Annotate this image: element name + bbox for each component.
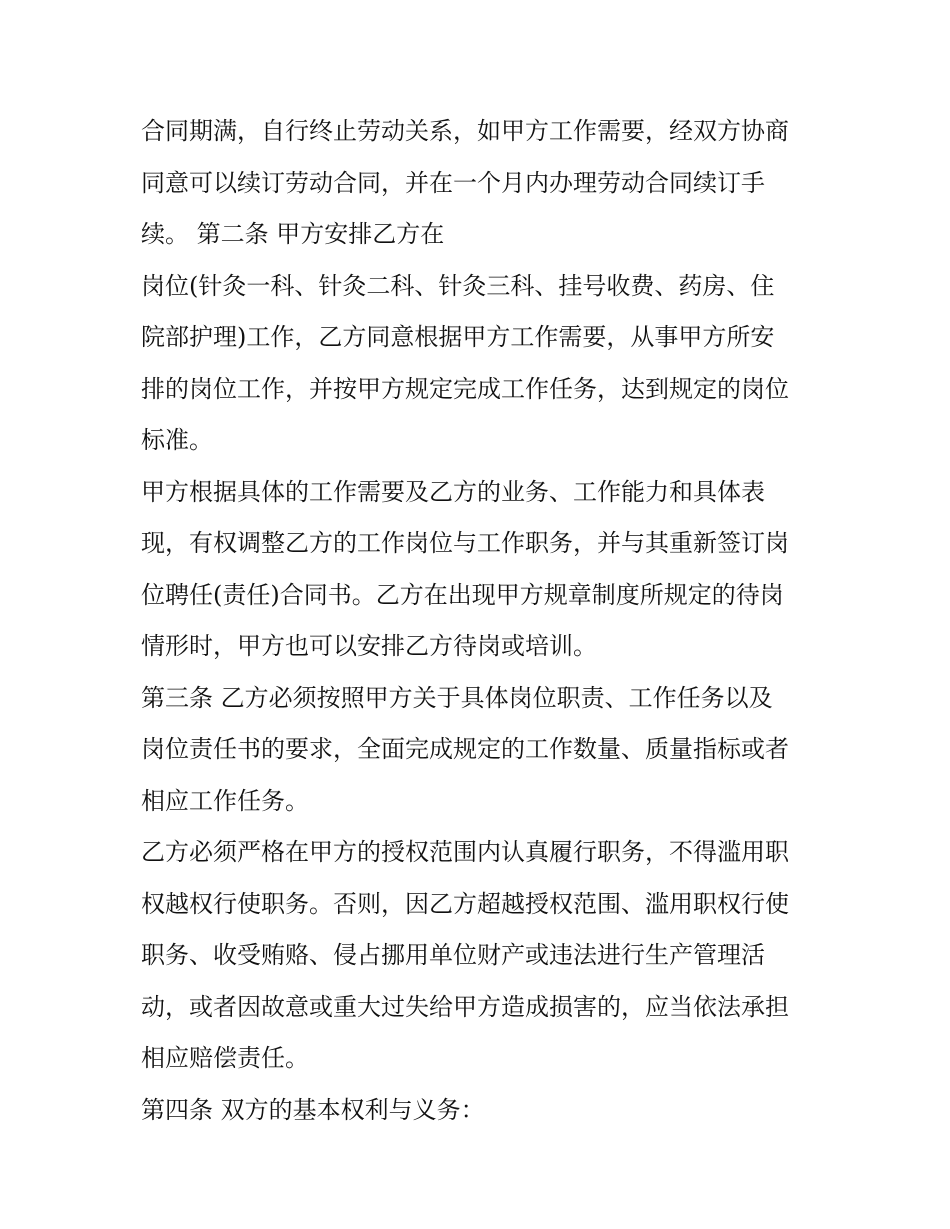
text-line: 相应赔偿责任。 [141, 1044, 309, 1072]
text-line: 续。 第二条 甲方安排乙方在 [141, 220, 445, 248]
paragraph-authorization-scope [141, 827, 817, 1085]
text-line: 情形时，甲方也可以安排乙方待岗或培训。 [141, 632, 597, 660]
text-line: 位聘任(责任)合同书。乙方在出现甲方规章制度所规定的待岗 [141, 580, 784, 609]
paragraph-position-assignment [141, 261, 817, 467]
paragraph-position-adjustment [141, 467, 817, 673]
text-line: 岗位(针灸一科、针灸二科、针灸三科、挂号收费、药房、住 [141, 271, 775, 300]
text-line: 标准。 [141, 426, 213, 454]
text-line: 第三条 乙方必须按照甲方关于具体岗位职责、工作任务以及 [141, 683, 773, 712]
paragraph-contract-renewal [141, 106, 817, 261]
text-line: 职务、收受贿赂、侵占挪用单位财产或违法进行生产管理活 [141, 941, 765, 969]
text-line: 院部护理)工作，乙方同意根据甲方工作需要，从事甲方所安 [141, 323, 775, 351]
document-body [141, 106, 817, 1136]
text-line: 甲方根据具体的工作需要及乙方的业务、工作能力和具体表 [141, 477, 765, 506]
paragraph-article-four-heading [141, 1085, 817, 1137]
paragraph-article-three [141, 673, 817, 828]
text-line: 乙方必须严格在甲方的授权范围内认真履行职务，不得滥用职 [141, 838, 789, 866]
text-line: 排的岗位工作，并按甲方规定完成工作任务，达到规定的岗位 [141, 374, 789, 403]
text-line: 相应工作任务。 [141, 786, 309, 815]
text-line: 同意可以续订劳动合同，并在一个月内办理劳动合同续订手 [141, 168, 765, 197]
text-line: 权越权行使职务。否则，因乙方超越授权范围、滥用职权行使 [141, 889, 789, 918]
text-line: 第四条 双方的基本权利与义务： [141, 1095, 485, 1124]
text-line: 岗位责任书的要求，全面完成规定的工作数量、质量指标或者 [141, 735, 789, 763]
text-line: 现，有权调整乙方的工作岗位与工作职务，并与其重新签订岗 [141, 529, 789, 557]
text-line: 动，或者因故意或重大过失给甲方造成损害的，应当依法承担 [141, 992, 789, 1021]
text-line: 合同期满，自行终止劳动关系，如甲方工作需要，经双方协商 [141, 117, 789, 145]
